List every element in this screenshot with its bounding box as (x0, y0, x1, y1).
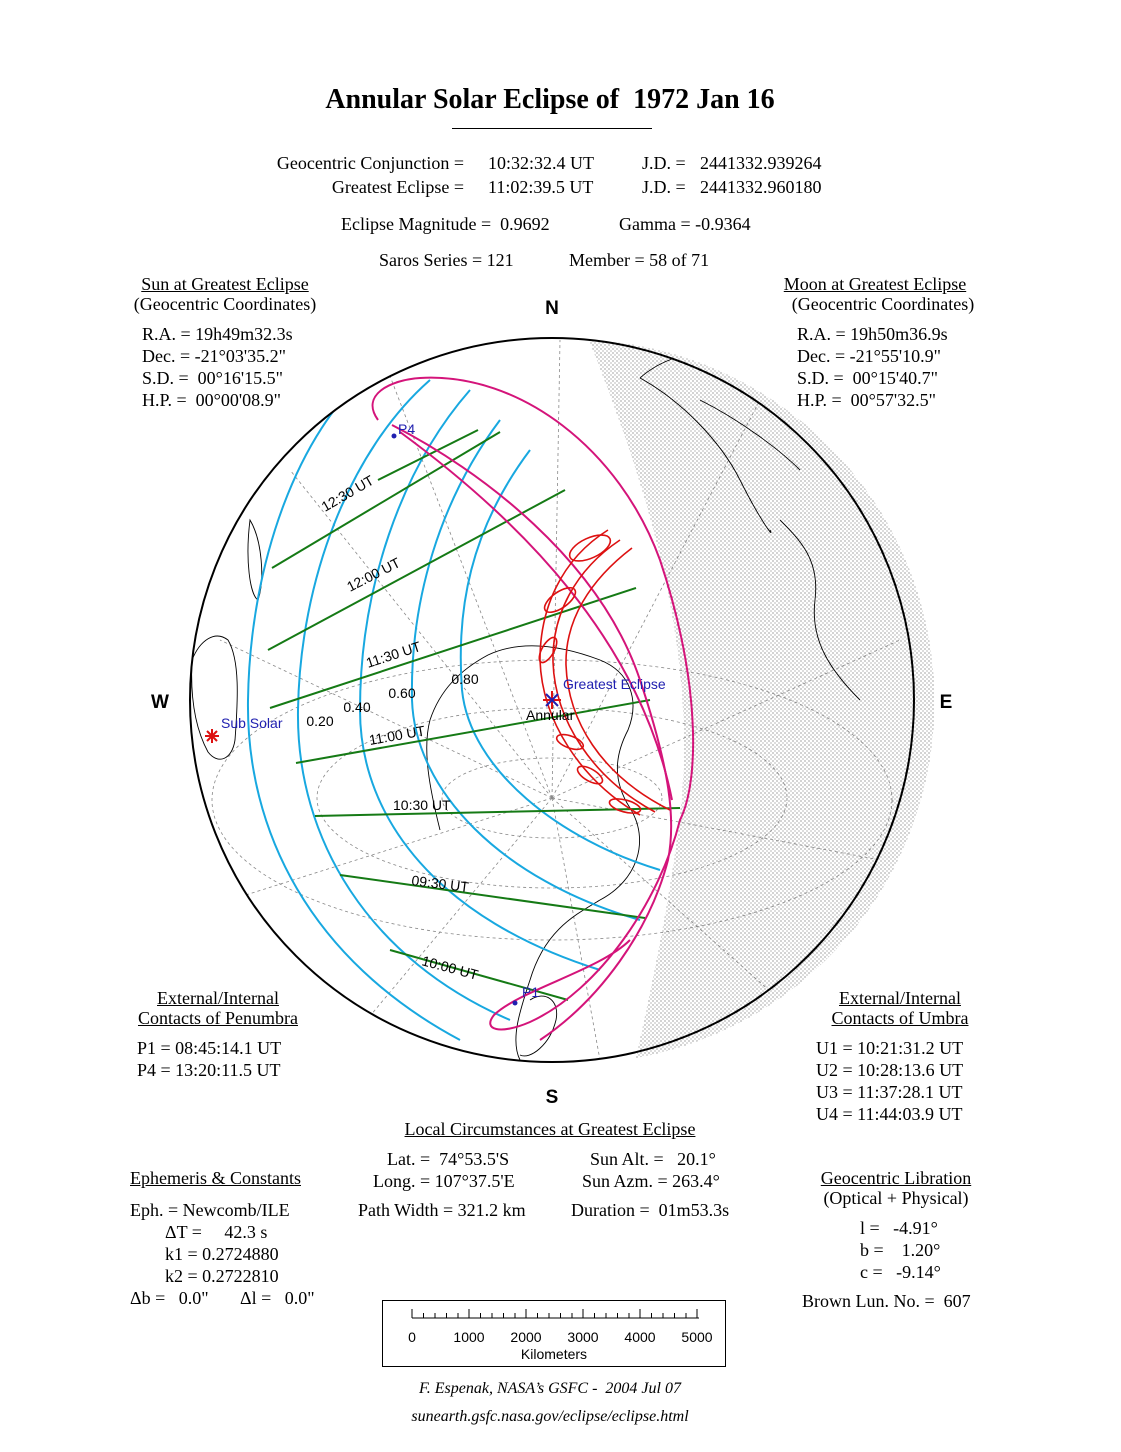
sub-solar-label: Sub Solar (221, 715, 283, 731)
umbra-heading-1: External/Internal (839, 988, 961, 1008)
ephemeris-delta-l: Δl = 0.0" (240, 1288, 315, 1308)
time-label-1100: 11:00 UT (367, 722, 427, 748)
credit-author: F. Espenak, NASA’s GSFC - 2004 Jul 07 (419, 1380, 681, 1397)
south-america-tip-outline (520, 996, 557, 1056)
ephemeris-delta-t: ΔT = 42.3 s (165, 1222, 268, 1242)
p1-label: P1 (522, 984, 540, 1000)
umbra-u2: U2 = 10:28:13.6 UT (816, 1060, 964, 1080)
brown-lunation: Brown Lun. No. = 607 (802, 1291, 971, 1311)
penumbra-p4: P4 = 13:20:11.5 UT (137, 1060, 281, 1080)
magnitude-label-0.80: 0.80 (451, 671, 479, 687)
scale-tick-4000: 4000 (624, 1329, 656, 1345)
scale-tick-2000: 2000 (510, 1329, 542, 1345)
moon-ra: R.A. = 19h50m36.9s (797, 324, 948, 344)
libration-heading: Geocentric Libration (820, 1168, 972, 1188)
sun-dec: Dec. = -21°03'35.2" (142, 346, 286, 366)
compass-east: E (939, 692, 953, 713)
magnitude-label-0.40: 0.40 (343, 699, 371, 715)
p1-marker (513, 1001, 518, 1006)
greatest-eclipse-time: 11:02:39.5 UT (488, 177, 594, 197)
scale-tick-0: 0 (408, 1329, 416, 1345)
compass-west: W (151, 692, 169, 713)
local-sun-azimuth: Sun Azm. = 263.4° (582, 1171, 720, 1191)
conjunction-label: Geocentric Conjunction = (276, 153, 464, 173)
umbra-u3: U3 = 11:37:28.1 UT (816, 1082, 963, 1102)
greatest-eclipse-jd: 2441332.960180 (700, 177, 822, 197)
penumbra-rise-set (400, 432, 672, 800)
time-label-1130: 11:30 UT (363, 638, 423, 671)
magnitude-curves (248, 372, 660, 1040)
magnitude-label-0.20: 0.20 (306, 713, 334, 729)
libration-l: l = -4.91° (860, 1218, 938, 1238)
greatest-eclipse-label: Greatest Eclipse (563, 676, 666, 692)
moon-hp: H.P. = 00°57'32.5" (797, 390, 936, 410)
libration-subheading: (Optical + Physical) (823, 1188, 969, 1208)
magnitude-curve-0.60 (412, 420, 640, 920)
credit-url: sunearth.gsfc.nasa.gov/eclipse/eclipse.html (411, 1408, 689, 1425)
moon-subheading: (Geocentric Coordinates) (791, 294, 975, 314)
ephemeris-eph: Eph. = Newcomb/ILE (130, 1200, 290, 1220)
scale-tick-1000: 1000 (453, 1329, 485, 1345)
sun-ra: R.A. = 19h49m32.3s (142, 324, 293, 344)
saros-member: Member = 58 of 71 (569, 250, 710, 270)
local-latitude: Lat. = 74°53.5'S (387, 1149, 510, 1169)
magnitude-label-0.60: 0.60 (388, 685, 416, 701)
time-label-1000: 10:00 UT (420, 952, 480, 983)
umbra-u1: U1 = 10:21:31.2 UT (816, 1038, 964, 1058)
local-longitude: Long. = 107°37.5'E (373, 1171, 515, 1191)
distance-scale-box (382, 1300, 726, 1367)
umbra-heading-2: Contacts of Umbra (831, 1008, 969, 1028)
time-line-1000 (390, 950, 568, 1000)
distance-scale (383, 1301, 725, 1366)
saros-series: Saros Series = 121 (379, 250, 514, 270)
conjunction-jd-label: J.D. = (642, 153, 686, 173)
eclipse-magnitude: Eclipse Magnitude = 0.9692 (341, 214, 550, 234)
compass-north: N (545, 298, 559, 319)
ephemeris-k1: k1 = 0.2724880 (165, 1244, 279, 1264)
libration-b: b = 1.20° (860, 1240, 941, 1260)
time-label-0930: 09:30 UT (410, 872, 470, 895)
sub-solar-marker (205, 729, 219, 743)
ephemeris-k2: k2 = 0.2722810 (165, 1266, 279, 1286)
penumbra-p1: P1 = 08:45:14.1 UT (137, 1038, 282, 1058)
p4-marker (392, 434, 397, 439)
penumbra-inner-limit (392, 425, 671, 1040)
greatest-eclipse-jd-label: J.D. = (642, 177, 686, 197)
scale-tick-5000: 5000 (681, 1329, 713, 1345)
p4-label: P4 (398, 421, 416, 437)
page-title: Annular Solar Eclipse of 1972 Jan 16 (325, 84, 775, 115)
time-label-1030: 10:30 UT (393, 797, 451, 813)
moon-dec: Dec. = -21°55'10.9" (797, 346, 941, 366)
umbra-u4: U4 = 11:44:03.9 UT (816, 1104, 963, 1124)
conjunction-time: 10:32:32.4 UT (488, 153, 594, 173)
sun-sd: S.D. = 00°16'15.5" (142, 368, 283, 388)
sun-heading: Sun at Greatest Eclipse (141, 274, 309, 294)
sun-hp: H.P. = 00°00'08.9" (142, 390, 281, 410)
penumbra-heading-1: External/Internal (157, 988, 279, 1008)
local-duration: Duration = 01m53.3s (571, 1200, 730, 1220)
moon-sd: S.D. = 00°15'40.7" (797, 368, 938, 388)
scale-tick-3000: 3000 (567, 1329, 599, 1345)
ephemeris-heading: Ephemeris & Constants (130, 1168, 301, 1188)
night-shading (589, 340, 934, 1058)
australia-outline (192, 636, 238, 759)
scale-unit-label: Kilometers (520, 1346, 588, 1362)
annular-label: Annular (526, 707, 575, 723)
local-sun-altitude: Sun Alt. = 20.1° (590, 1149, 716, 1169)
ephemeris-delta-b: Δb = 0.0" (130, 1288, 209, 1308)
libration-c: c = -9.14° (860, 1262, 941, 1282)
local-heading: Local Circumstances at Greatest Eclipse (404, 1119, 696, 1139)
compass-south: S (545, 1087, 559, 1108)
penumbra-heading-2: Contacts of Penumbra (138, 1008, 298, 1028)
gamma: Gamma = -0.9364 (619, 214, 751, 234)
moon-heading: Moon at Greatest Eclipse (783, 274, 967, 294)
conjunction-jd: 2441332.939264 (700, 153, 822, 173)
time-label-1230: 12:30 UT (318, 471, 377, 515)
sun-subheading: (Geocentric Coordinates) (133, 294, 317, 314)
local-path-width: Path Width = 321.2 km (358, 1200, 526, 1220)
time-line-0930 (340, 875, 645, 918)
umbra-outline-1 (566, 530, 614, 567)
time-label-1200: 12:00 UT (344, 554, 403, 595)
greatest-eclipse-label: Greatest Eclipse = (331, 177, 464, 197)
umbra-outline-2 (541, 583, 580, 617)
